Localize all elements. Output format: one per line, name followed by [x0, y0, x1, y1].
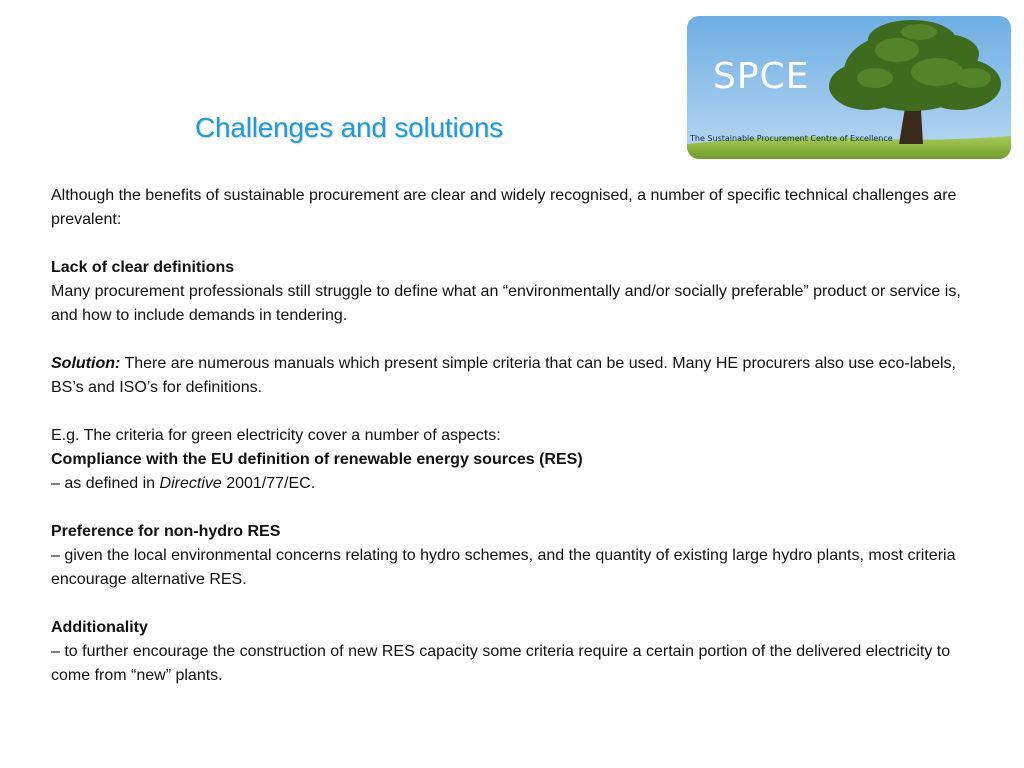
intro-paragraph: Although the benefits of sustainable procurement are clear and widely recognised, a number of specific technical challenges are prevalent:: [51, 187, 957, 228]
spce-logo: [687, 16, 1011, 159]
compliance-prefix: – as defined in: [51, 475, 160, 492]
compliance-heading: Compliance with the EU definition of renewable energy sources (RES): [51, 451, 583, 468]
solution-text: There are numerous manuals which present simple criteria that can be used. Many HE procurers also use eco-labels, BS’s and ISO’s for definitions.: [51, 355, 956, 396]
additionality-heading: Additionality: [51, 619, 148, 636]
compliance-directive-word: Directive: [159, 475, 222, 492]
logo-acronym: SPCE: [713, 56, 810, 97]
challenge-text: Many procurement professionals still struggle to define what an “environmentally and/or socially preferable” product or service is, and how to include demands in tendering.: [51, 283, 961, 324]
preference-text: – given the local environmental concerns relating to hydro schemes, and the quantity of existing large hydro plants, most criteria encourage alternative RES.: [51, 547, 956, 588]
preference-heading: Preference for non-hydro RES: [51, 523, 281, 540]
solution-label: Solution:: [51, 355, 121, 372]
solution-paragraph: [51, 352, 961, 400]
example-intro: E.g. The criteria for green electricity cover a number of aspects:: [51, 427, 501, 444]
slide-title: Challenges and solutions: [195, 112, 504, 143]
compliance-text: [51, 472, 961, 496]
additionality-text: – to further encourage the construction of new RES capacity some criteria require a certain portion of the delivered electricity to come from “new” plants.: [51, 643, 951, 684]
logo-subtitle: The Sustainable Procurement Centre of Excellence: [690, 134, 893, 143]
challenge-heading: Lack of clear definitions: [51, 259, 235, 276]
slide-body: [51, 184, 961, 688]
compliance-suffix: 2001/77/EC.: [221, 475, 316, 492]
